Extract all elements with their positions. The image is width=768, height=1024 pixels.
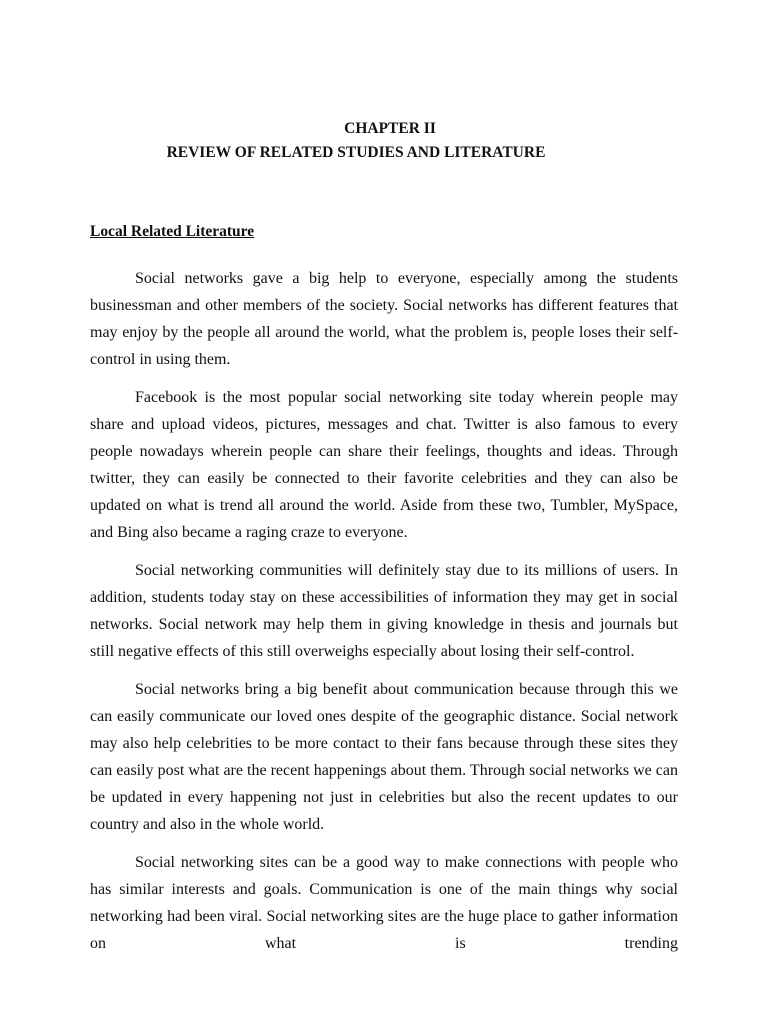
- text-line: Facebook is the most popular social networking site today wherein people may share and: [90, 389, 678, 433]
- text-line: Social networks gave a big help to everyone, especially among the students businessman: [90, 270, 678, 314]
- text-line: networks. Social network may help them in giving knowledge in thesis and journals but still: [90, 616, 678, 660]
- paragraph: [90, 557, 678, 665]
- chapter-label: CHAPTER II: [344, 120, 436, 137]
- section-heading: Local Related Literature: [90, 223, 255, 240]
- text-line: people all around the world, what the problem is, people loses their self-control in using them.: [90, 324, 679, 368]
- text-line: Social networking sites can be a good way to make connections with people who has: [90, 854, 678, 898]
- text-line: wherein people can share their feelings, thoughts and ideas. Through twitter, they can easily be: [90, 443, 678, 487]
- text-line: upload videos, pictures, messages and chat. Twitter is also famous to every people nowadays: [90, 416, 679, 460]
- text-line: help celebrities to be more contact to their fans because through these sites they can easily post: [90, 735, 678, 779]
- text-line: Social networking communities will definitely stay due to its millions of users. In: [135, 562, 678, 579]
- paragraph: [90, 849, 678, 957]
- text-line: easily communicate our loved ones despite of the geographic distance. Social network may also: [90, 708, 679, 752]
- paragraph: [90, 265, 678, 373]
- text-line: addition, students today stay on these accessibilities of information they may get in social: [90, 589, 678, 606]
- chapter-title: REVIEW OF RELATED STUDIES AND LITERATURE: [166, 144, 546, 161]
- text-line: Social networks bring a big benefit about communication because through this we can: [90, 681, 678, 725]
- text-line: the world. Aside from these two, Tumbler, MySpace, and Bing also became a raging craze to: [90, 497, 679, 541]
- paragraph: [90, 676, 678, 838]
- text-line: negative effects of this still overweighs especially about losing their self-control.: [118, 643, 635, 660]
- text-line: world.: [282, 816, 325, 833]
- paragraph: [90, 384, 678, 546]
- text-line: what are the recent happenings about them. Through social networks we can be updated in every: [90, 762, 679, 806]
- text-line: connected to their favorite celebrities and they can also be updated on what is trend all around: [90, 470, 679, 514]
- text-line: and other members of the society. Social networks has different features that may enjoy by the: [90, 297, 679, 341]
- text-line: been viral. Social networking sites are the huge place to gather information on what is trending: [90, 908, 679, 952]
- text-line: happening not just in celebrities but also the recent updates to our country and also in the whole: [90, 789, 679, 833]
- text-line: similar interests and goals. Communication is one of the main things why social networking had: [90, 881, 678, 925]
- text-line: everyone.: [345, 524, 408, 541]
